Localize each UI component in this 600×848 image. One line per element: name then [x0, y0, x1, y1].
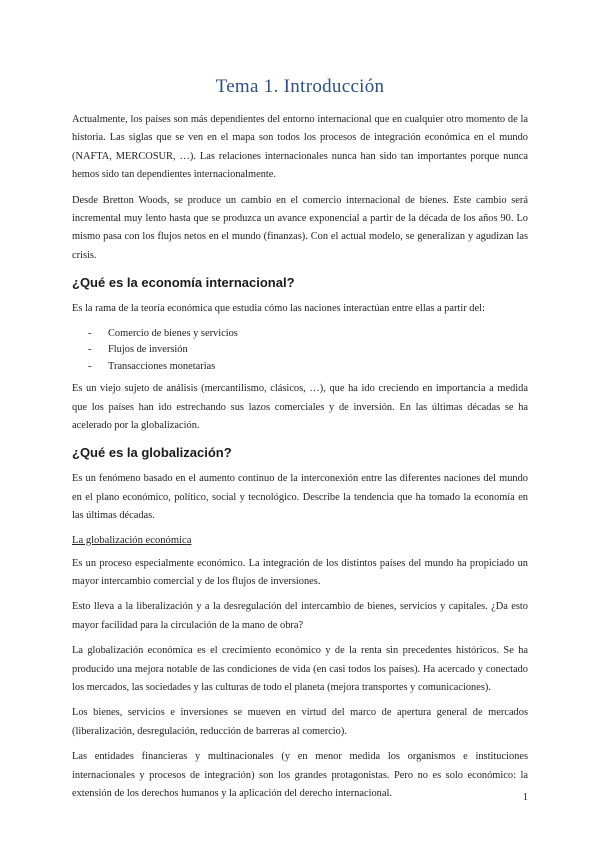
bullet-dash: - [88, 327, 92, 339]
section2-paragraph-3: La globalización económica es el crecimiento económico y de la renta sin precedentes históricos. Se ha producido una mejora notable de las condiciones de vida (en casi todos los países). Ha acercado y conectado los mercados, las sociedades y las culturas de todo el planeta (mejora transportes y comunicaciones). [72, 645, 528, 694]
list-item: - Flujos de inversión [72, 342, 528, 359]
list-item: - Comercio de bienes y servicios [72, 326, 528, 343]
section2-paragraph-1: Es un proceso especialmente económico. La integración de los distintos países del mundo ha propiciado un mayor intercambio comercial y de los flujos de inversiones. [72, 557, 528, 587]
section2-lead: Es un fenómeno basado en el aumento continuo de la interconexión entre las diferentes naciones del mundo en el plano económico, político, social y tecnológico. Describe la tendencia que ha tomado la economía en las últimas décadas. [72, 473, 528, 522]
intro-paragraph-1: Actualmente, los países son más dependientes del entorno internacional que en cualquier otro momento de la historia. Las siglas que se ven en el mapa son todos los procesos de integración económica en el mundo (NAFTA, MERCOSUR, …). Las relaciones internacionales nunca han sido tan importantes porque nunca hemos sido tan dependientes internacionalmente. [72, 114, 528, 181]
section2-paragraph-4: Los bienes, servicios e inversiones se mueven en virtud del marco de apertura general de mercados (liberalización, desregulación, reducción de barreras al comercio). [72, 707, 528, 737]
bullet-dash: - [88, 360, 92, 372]
bullet-dash: - [88, 344, 92, 356]
section2-paragraph-5: Las entidades financieras y multinacionales (y en menor medida los organismos e instituciones internacionales y procesos de integración) son los grandes protagonistas. Pero no es solo económico: la extensión de los derechos humanos y la aplicación del derecho internacional. [72, 751, 528, 800]
page-number: 1 [522, 792, 528, 803]
section2-paragraph-2: Esto lleva a la liberalización y a la desregulación del intercambio de bienes, servicios y capitales. ¿Da esto mayor facilidad para la circulación de la mano de obra? [72, 601, 528, 631]
document-body [72, 111, 528, 810]
intro-paragraph-2: Desde Bretton Woods, se produce un cambio en el comercio internacional de bienes. Este cambio será incremental muy lento hasta que se produzca un avance exponencial a partir de la década de los años 90. Lo mismo pasa con los flujos netos en el mundo (finanzas). Con el actual modelo, se generalizan y agudizan las crisis. [72, 194, 528, 261]
list-item: - Transacciones monetarias [72, 359, 528, 376]
section1-lead: Es la rama de la teoría económica que estudia cómo las naciones interactúan entre ellas a partir del: [72, 303, 485, 315]
section-heading-globalizacion: ¿Qué es la globalización? [72, 445, 232, 461]
section-heading-economia-internacional: ¿Qué es la economía internacional? [72, 275, 295, 291]
section1-bullet-list [72, 326, 528, 376]
subheading-globalizacion-economica: La globalización económica [72, 534, 192, 546]
section1-closing: Es un viejo sujeto de análisis (mercantilismo, clásicos, …), que ha ido creciendo en importancia a medida que los países han ido estrechando sus lazos comerciales y de inversión. En las últimas décadas se ha acelerado por la globalización. [72, 383, 528, 431]
page-title: Tema 1. Introducción [215, 76, 385, 97]
